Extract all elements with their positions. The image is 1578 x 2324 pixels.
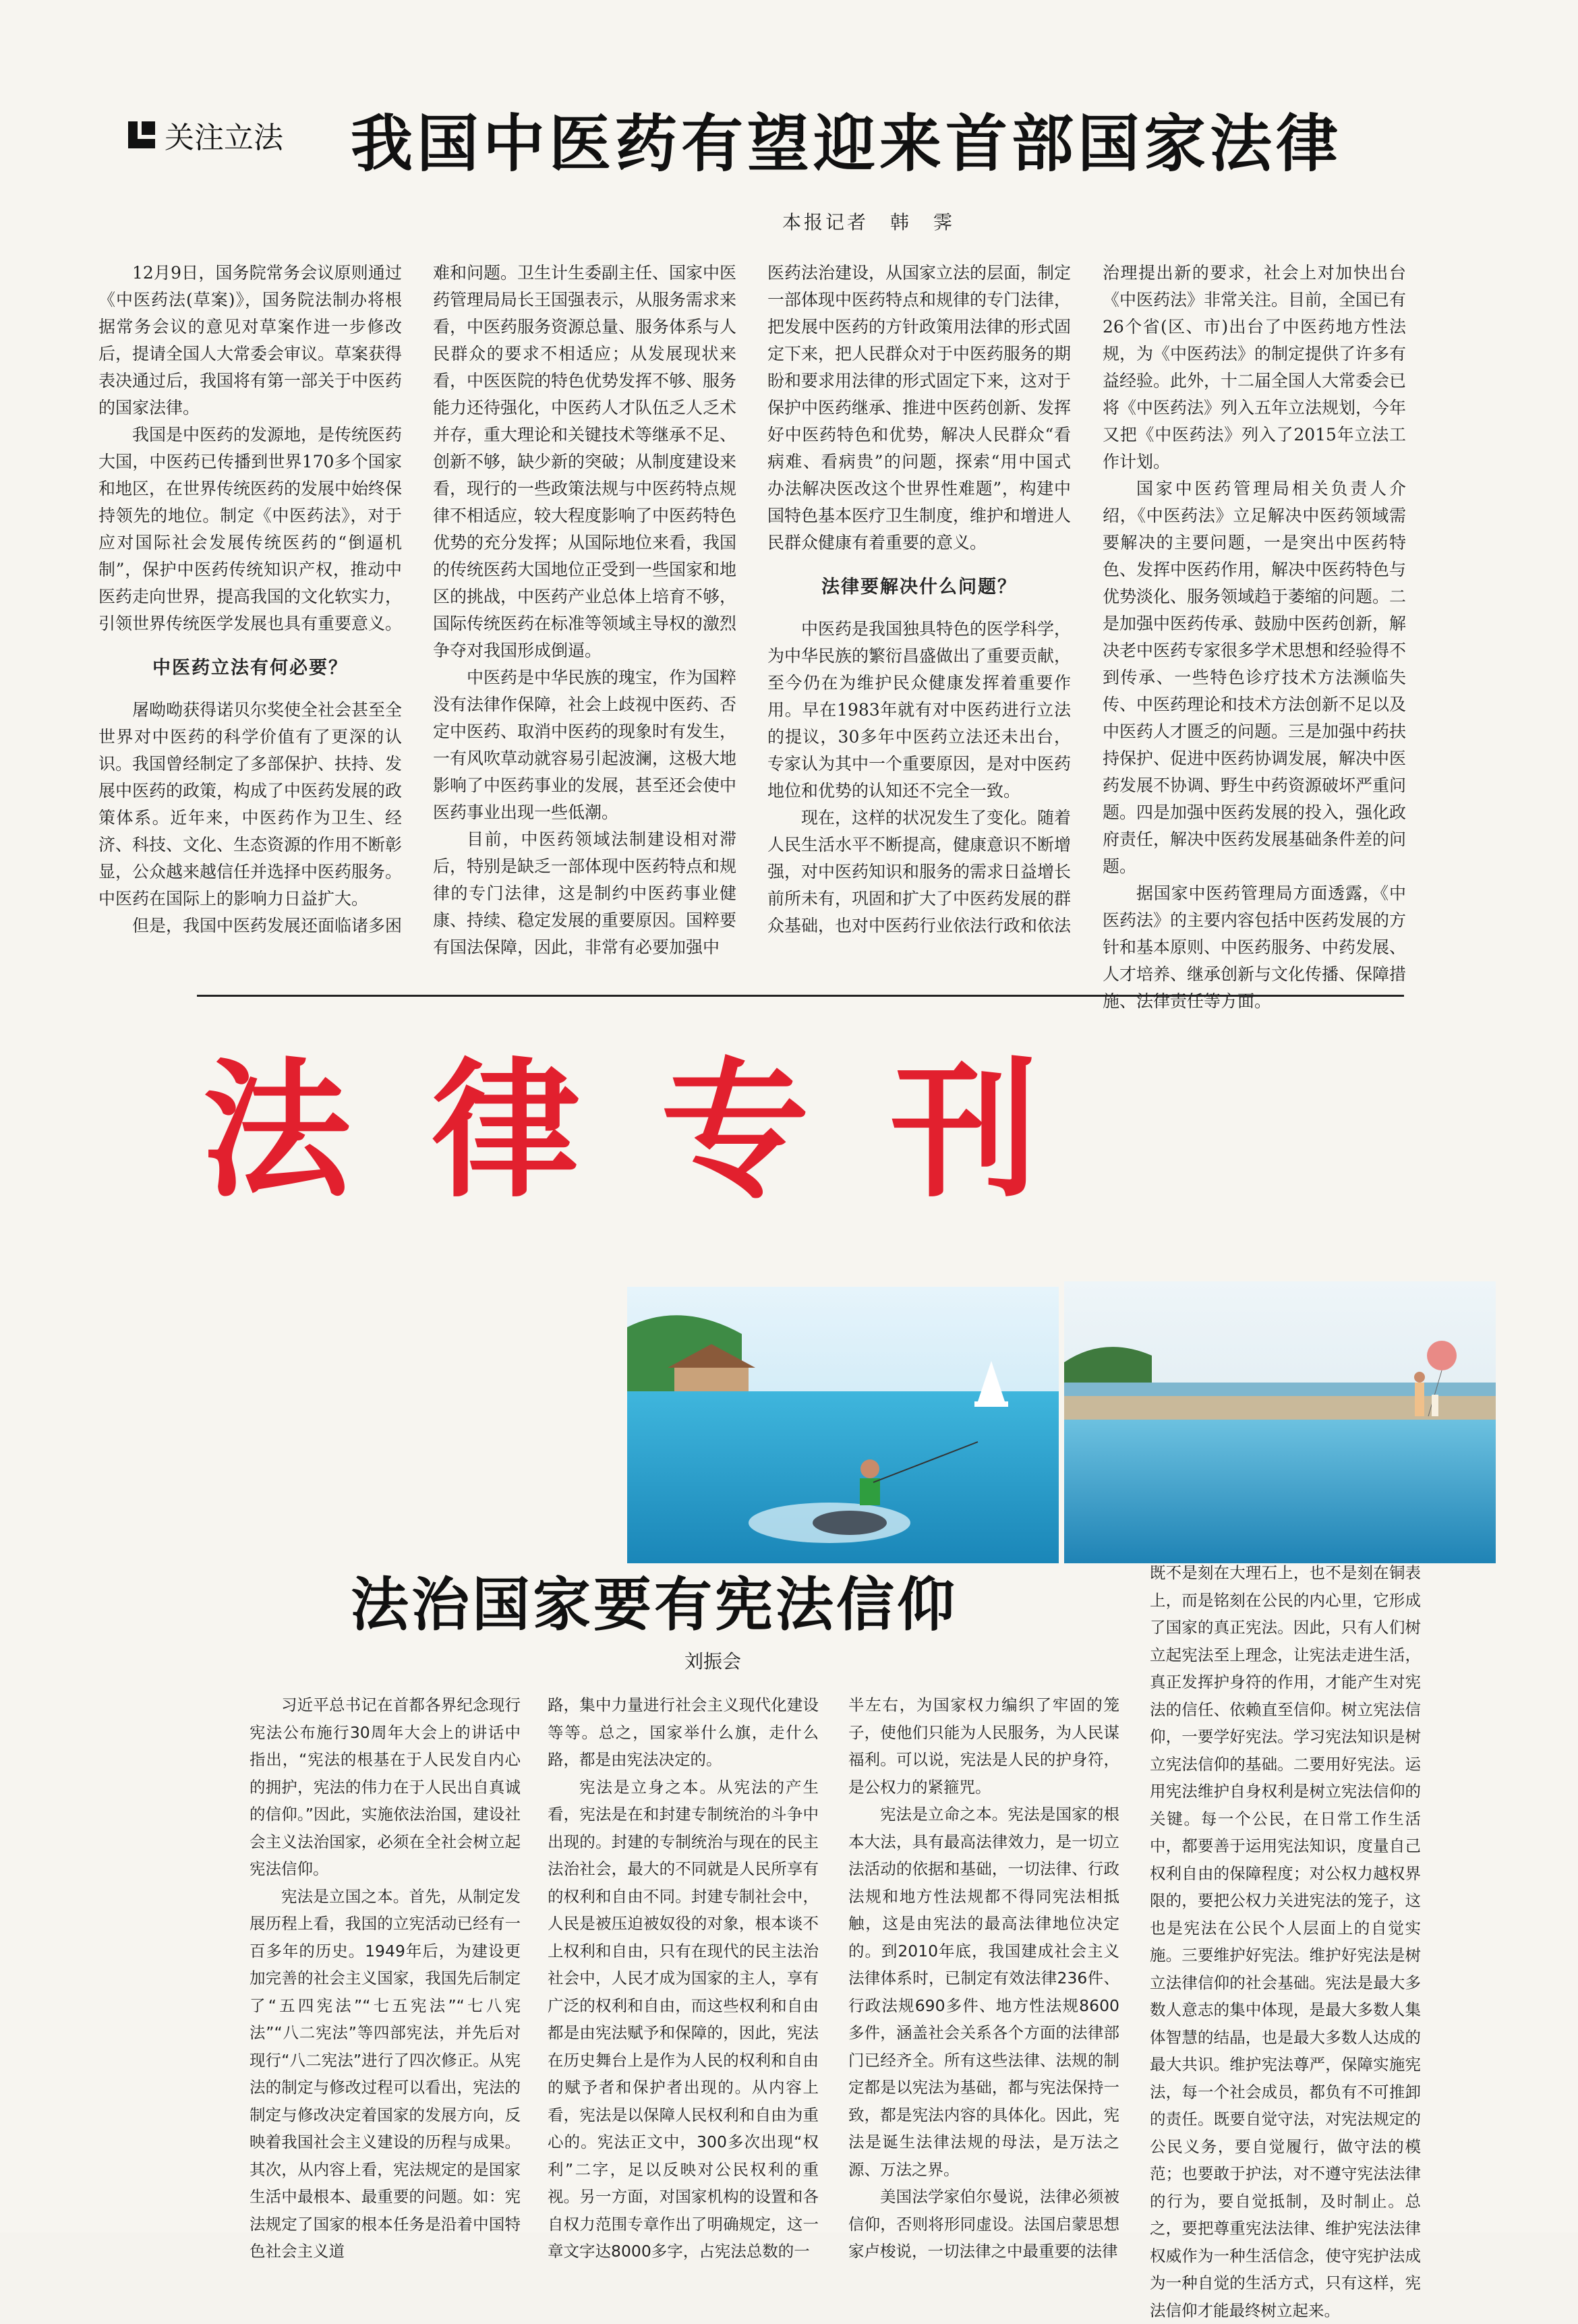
- article1-headline: 我国中医药有望迎来首部国家法律: [351, 108, 1343, 180]
- article1-column-4: 治理提出新的要求，社会上对加快出台《中医药法》非常关注。目前，全国已有26个省(区、市)出台了中医药地方性法规，为《中医药法》的制定提供了许多有益经验。此外，十二届全国人大常委会已将《中医药法》列入五年立法规划，今年又把《中医药法》列入了2015年立法工作计划。 国家中医药管理局相关负责人介绍，《中医药法》立足解决中医药领域需要解决的主要问题，一是突出中医药特色、发挥中医药作用，解决中医药特色与优势淡化、服务领域趋于萎缩的问题。二是加强中医药传承、鼓励中医药创新，解决老中医药专家很多学术思想和经验得不到传承、一些特色诊疗技术方法濒临失传、中医药理论和技术方法创新不足以及中医药人才匮乏的问题。三是加强中药扶持保护、促进中医药协调发展，解决中医药发展不协调、野生中药资源破坏严重问题。四是加强中医药发展的投入，强化政府责任，解决中医药发展基础条件差的问题。 据国家中医药管理局方面透露，《中医药法》的主要内容包括中医药发展的方针和基本原则、中医药服务、中药发展、人才培养、继承创新与文化传播、保障措施、法律责任等方面。: [1103, 263, 1407, 1011]
- article2-headline: 法治国家要有宪法信仰: [351, 1571, 958, 1639]
- section-banner: 法律专刊: [202, 1043, 1120, 1217]
- resort-illustration: [1064, 1281, 1496, 1563]
- photo-waterski: [627, 1287, 1059, 1563]
- section-kicker: [128, 113, 283, 156]
- article1-subhead-2: 法律要解决什么问题？: [821, 577, 1017, 598]
- photo-resort-pool: [1064, 1281, 1496, 1563]
- article1-subhead-1: 中医药立法有何必要？: [152, 658, 348, 678]
- article1-column-2: 难和问题。卫生计生委副主任、国家中医药管理局局长王国强表示，从服务需求来看，中医药服务资源总量、服务体系与人民群众的要求不相适应；从发展现状来看，中医医院的特色优势发挥不够、服务能力还待强化，中医药人才队伍乏人乏术并存，重大理论和关键技术等继承不足、创新不够，缺少新的突破；从制度建设来看，现行的一些政策法规与中医药特点规律不相适应，较大程度影响了中医药特色优势的充分发挥；从国际地位来看，我国的传统医药大国地位正受到一些国家和地区的挑战，中医药产业总体上培育不够，国际传统医药在标准等领域主导权的激烈争夺对我国形成倒逼。 中医药是中华民族的瑰宝，作为国粹没有法律作保障，社会上歧视中医药、否定中医药、取消中医药的现象时有发生，一有风吹草动就容易引起波澜，这极大地影响了中医药事业的发展，甚至还会使中医药事业出现一些低潮。 目前，中医药领域法制建设相对滞后，特别是缺乏一部体现中医药特点和规律的专门法律，这是制约中医药事业健康、持续、稳定发展的重要原因。国粹要有国法保障，因此，非常有必要加强中: [433, 263, 737, 957]
- article1-column-1: 12月9日，国务院常务会议原则通过《中医药法(草案)》，国务院法制办将根据常务会议的意见对草案作进一步修改后，提请全国人大常委会审议。草案获得表决通过后，我国将有第一部关于中医药的国家法律。 我国是中医药的发源地，是传统医药大国，中医药已传播到世界170多个国家和地区，在世界传统医药的发展中始终保持领先的地位。制定《中医药法》，对于应对国际社会发展传统医药的“倒逼机制”，保护中医药传统知识产权，推动中医药走向世界，提高我国的文化软实力，引领世界传统医学发展也具有重要意义。 中医药立法有何必要？ 屠呦呦获得诺贝尔奖使全社会甚至全世界对中医药的科学价值有了更深的认识。我国曾经制定了多部保护、扶持、发展中医药的政策，构成了中医药发展的政策体系。近年来，中医药作为卫生、经济、科技、文化、生态资源的作用不断彰显，公众越来越信任并选择中医药服务。中医药在国际上的影响力日益扩大。 但是，我国中医药发展还面临诸多困: [98, 263, 403, 935]
- article2-column-1: 习近平总书记在首都各界纪念现行宪法公布施行30周年大会上的讲话中指出，“宪法的根基在于人民发自内心的拥护，宪法的伟力在于人民出自真诚的信仰。”因此，实施依法治国，建设社会主义法治国家，必须在全社会树立起宪法信仰。 宪法是立国之本。首先，从制定发展历程上看，我国的立宪活动已经有一百多年的历史。1949年后，为建设更加完善的社会主义国家，我国先后制定了“五四宪法”“七五宪法”“七八宪法”“八二宪法”等四部宪法，并先后对现行“八二宪法”进行了四次修正。从宪法的制定与修改过程可以看出，宪法的制定与修改决定着国家的发展方向，反映着我国社会主义建设的历程与成果。其次，从内容上看，宪法规定的是国家生活中最根本、最重要的问题。如：宪法规定了国家的根本任务是沿着中国特色社会主义道: [250, 1695, 521, 2261]
- section-logo-icon: [128, 121, 155, 148]
- article2-column-4: 既不是刻在大理石上，也不是刻在铜表上，而是铭刻在公民的内心里，它形成了国家的真正宪法。因此，只有人们树立起宪法至上理念，让宪法走进生活，真正发挥护身符的作用，才能产生对宪法的信任、依赖直至信仰。树立宪法信仰，一要学好宪法。学习宪法知识是树立宪法信仰的基础。二要用好宪法。运用宪法维护自身权利是树立宪法信仰的关键。每一个公民，在日常工作生活中，都要善于运用宪法知识，度量自己权利自由的保障程度；对公权力越权界限的，要把公权力关进宪法的笼子，这也是宪法在公民个人层面上的自觉实施。三要维护好宪法。维护好宪法是树立法律信仰的社会基础。宪法是最大多数人意志的集中体现，是最大多数人集体智慧的结晶，也是最大多数人达成的最大共识。维护宪法尊严，保障实施宪法，每一个社会成员，都负有不可推卸的责任。既要自觉守法，对宪法规定的公民义务，要自觉履行，做守法的模范；也要敢于护法，对不遵守宪法法律的行为，要自觉抵制，及时制止。总之，要把尊重宪法法律、维护宪法法律权威作为一种生活信念，使守宪护法成为一种自觉的生活方式，只有这样，宪法信仰才能最终树立起来。: [1150, 1563, 1421, 2320]
- article2-column-2: 路，集中力量进行社会主义现代化建设等等。总之，国家举什么旗，走什么路，都是由宪法决定的。 宪法是立身之本。从宪法的产生看，宪法是在和封建专制统治的斗争中出现的。封建的专制统治与现在的民主法治社会，最大的不同就是人民所享有的权利和自由不同。封建专制社会中，人民是被压迫被奴役的对象，根本谈不上权利和自由，只有在现代的民主法治社会中，人民才成为国家的主人，享有广泛的权利和自由，而这些权利和自由都是由宪法赋予和保障的，因此，宪法在历史舞台上是作为人民的权利和自由的赋予者和保护者出现的。从内容上看，宪法是以保障人民权利和自由为重心的。宪法正文中，300多次出现“权利”二字，足以反映对公民权利的重视。另一方面，对国家机构的设置和各自权力范围专章作出了明确规定，这一章文字达8000多字，占宪法总数的一: [548, 1695, 819, 2261]
- waterski-illustration: [627, 1287, 1059, 1563]
- article1-byline: 本报记者 韩 霁: [782, 211, 956, 233]
- article2-byline: 刘振会: [684, 1650, 742, 1673]
- kicker-text: 关注立法: [165, 121, 283, 155]
- article2-column-3: 半左右，为国家权力编织了牢固的笼子，使他们只能为人民服务，为人民谋福利。可以说，宪法是人民的护身符，是公权力的紧箍咒。 宪法是立命之本。宪法是国家的根本大法，具有最高法律效力，是一切立法活动的依据和基础，一切法律、行政法规和地方性法规都不得同宪法相抵触，这是由宪法的最高法律地位决定的。到2010年底，我国建成社会主义法律体系时，已制定有效法律236件、行政法规690多件、地方性法规8600多件，涵盖社会关系各个方面的法律部门已经齐全。所有这些法律、法规的制定都是以宪法为基础，都与宪法保持一致，都是宪法内容的具体化。因此，宪法是诞生法律法规的母法，是万法之源、万法之界。 美国法学家伯尔曼说，法律必须被信仰，否则将形同虚设。法国启蒙思想家卢梭说，一切法律之中最重要的法律: [848, 1695, 1119, 2261]
- article1-column-3: 医药法治建设，从国家立法的层面，制定一部体现中医药特点和规律的专门法律，把发展中医药的方针政策用法律的形式固定下来，把人民群众对于中医药服务的期盼和要求用法律的形式固定下来，这对于保护中医药继承、推进中医药创新、发挥好中医药特色和优势，解决人民群众“看病难、看病贵”的问题，探索“用中国式办法解决医改这个世界性难题”，构建中国特色基本医疗卫生制度，维护和增进人民群众健康有着重要的意义。 法律要解决什么问题？ 中医药是我国独具特色的医学科学，为中华民族的繁衍昌盛做出了重要贡献，至今仍在为维护民众健康发挥着重要作用。早在1983年就有对中医药进行立法的提议，30多年中医药立法还未出台，专家认为其中一个重要原因，是对中医药地位和优势的认知还不完全一致。 现在，这样的状况发生了变化。随着人民生活水平不断提高，健康意识不断增强，对中医药知识和服务的需求日益增长前所未有，巩固和扩大了中医药发展的群众基础，也对中医药行业依法行政和依法: [767, 263, 1072, 935]
